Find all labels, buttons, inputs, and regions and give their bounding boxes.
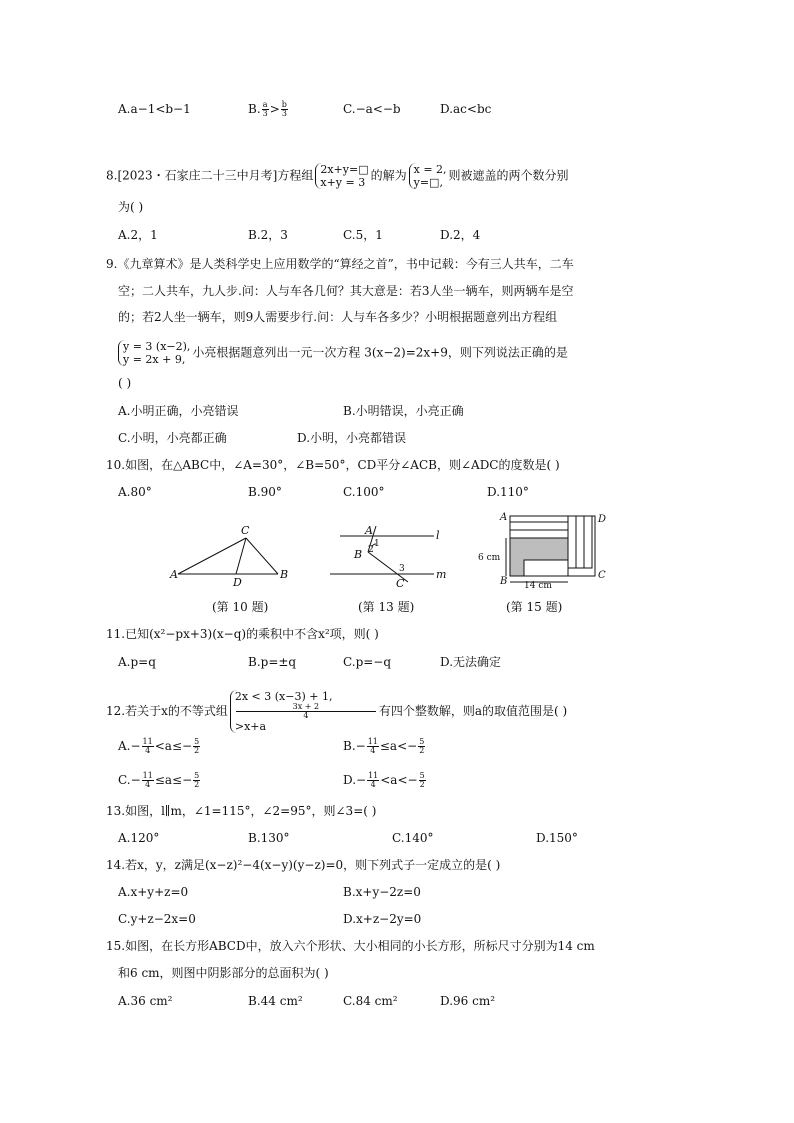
q8-option-c: C.5，1 bbox=[343, 228, 383, 242]
q15-line1: 15.如图，在长方形ABCD中，放入六个形状、大小相同的小长方形，所标尺寸分别为14 cm bbox=[106, 939, 595, 953]
fig13-label-l: l bbox=[436, 529, 440, 542]
figure-15 bbox=[478, 508, 618, 591]
fig10-label-b: B bbox=[280, 568, 289, 581]
q14-stem: 14.若x，y，z满足(x−z)²−4(x−y)(y−z)=0，则下列式子一定成立的是( ) bbox=[106, 858, 501, 872]
q8-system-1: 2x+y=□ x+y = 3 bbox=[315, 163, 368, 189]
q8-stem: 8.[2023・石家庄二十三中月考]方程组 2x+y=□ x+y = 3 的解为 x = 2, y=□, 则被遮盖的两个数分别 bbox=[106, 163, 569, 189]
fig15-small-rect-1 bbox=[510, 522, 568, 530]
q12-inequality-system: 2x < 3 (x−3) + 1, 3x + 2 4 >x+a bbox=[230, 690, 377, 733]
q13-stem: 13.如图，l∥m，∠1=115°，∠2=95°，则∠3=( ) bbox=[106, 804, 377, 818]
fig13-angle-1: 1 bbox=[374, 539, 380, 549]
fig13-label-b: B bbox=[354, 548, 363, 561]
q11-option-a: A.p=q bbox=[118, 655, 156, 669]
fig15-small-rect-2 bbox=[510, 530, 568, 538]
q8-option-d: D.2，4 bbox=[440, 228, 481, 242]
q9-line3: 的；若2人坐一辆车，则9人需要步行.问：人与车各多少？小明根据题意列出方程组 bbox=[118, 310, 558, 324]
q11-option-b: B.p=±q bbox=[248, 655, 297, 669]
q13-option-c: C.140° bbox=[392, 831, 434, 845]
q14-option-d: D.x+z−2y=0 bbox=[343, 912, 422, 926]
q8-option-a: A.2，1 bbox=[118, 228, 158, 242]
fig15-label-c: C bbox=[598, 570, 606, 581]
fig10-side-ac bbox=[178, 538, 246, 574]
q8-option-b: B.2，3 bbox=[248, 228, 288, 242]
fig13-label-c: C bbox=[396, 577, 405, 590]
fig10-side-bc bbox=[246, 538, 278, 574]
q11-option-c: C.p=−q bbox=[343, 655, 392, 669]
q9-option-b: B.小明错误，小亮正确 bbox=[343, 404, 464, 418]
q11-option-d: D.无法确定 bbox=[440, 655, 502, 669]
figure-13-caption: (第 13 题) bbox=[358, 600, 415, 614]
fig15-small-rect-4 bbox=[576, 516, 584, 568]
fig13-angle-3: 3 bbox=[399, 564, 405, 574]
fig15-small-rect-5 bbox=[584, 516, 592, 568]
q14-option-b: B.x+y−2z=0 bbox=[343, 885, 421, 899]
q12-option-d: D.− $\frac{11}{4}$ <a<− $\frac{5}{2}$ bbox=[343, 771, 425, 789]
fig10-label-c: C bbox=[241, 524, 250, 537]
q15-option-b: B.44 cm² bbox=[248, 994, 303, 1008]
q11-stem: 11.已知(x²−px+3)(x−q)的乘积中不含x²项，则( ) bbox=[106, 627, 379, 641]
fig10-segment-cd bbox=[236, 538, 246, 574]
q10-option-c: C.100° bbox=[343, 485, 385, 499]
q15-option-a: A.36 cm² bbox=[118, 994, 173, 1008]
q14-option-c: C.y+z−2x=0 bbox=[118, 912, 196, 926]
fig13-angle-2: 2 bbox=[368, 545, 374, 555]
fig15-small-rect-6 bbox=[524, 560, 568, 576]
q9-line2: 空；二人共车，九人步.问：人与车各几何？其大意是：若3人坐一辆车，则两辆车是空 bbox=[118, 284, 574, 298]
q10-stem: 10.如图，在△ABC中，∠A=30°，∠B=50°，CD平分∠ACB，则∠ADC的度数是( ) bbox=[106, 458, 560, 472]
q12-stem: 12.若关于x的不等式组 2x < 3 (x−3) + 1, 3x + 2 4 >x+a 有四个整数解，则a的取值范围是( ) bbox=[106, 690, 568, 733]
q10-option-d: D.110° bbox=[487, 485, 529, 499]
q9-option-a: A.小明正确，小亮错误 bbox=[118, 404, 239, 418]
figure-10-caption: (第 10 题) bbox=[212, 600, 269, 614]
fig13-label-a: A bbox=[365, 524, 373, 537]
figure-13 bbox=[328, 522, 450, 590]
q15-option-c: C.84 cm² bbox=[343, 994, 398, 1008]
q8-stem-line2: 为( ) bbox=[118, 200, 144, 214]
q10-option-a: A.80° bbox=[118, 485, 152, 499]
q14-option-a: A.x+y+z=0 bbox=[118, 885, 189, 899]
q7-option-d: D.ac<bc bbox=[440, 102, 492, 116]
q9-option-c: C.小明，小亮都正确 bbox=[118, 431, 227, 445]
fig15-label-d: D bbox=[598, 514, 607, 525]
q15-option-d: D.96 cm² bbox=[440, 994, 496, 1008]
figure-10 bbox=[168, 522, 298, 590]
q12-option-a: A.− $\frac{11}{4}$ <a≤− $\frac{5}{2}$ bbox=[118, 737, 200, 755]
fig10-label-a: A bbox=[170, 568, 178, 581]
q13-option-d: D.150° bbox=[536, 831, 578, 845]
fig15-small-rect-3 bbox=[568, 516, 576, 568]
q15-line2: 和6 cm，则图中阴影部分的总面积为( ) bbox=[118, 966, 329, 980]
q12-option-c: C.− $\frac{11}{4}$ ≤a≤− $\frac{5}{2}$ bbox=[118, 771, 200, 789]
fig10-label-d: D bbox=[233, 576, 242, 589]
q13-option-b: B.130° bbox=[248, 831, 290, 845]
q9-option-d: D.小明，小亮都错误 bbox=[297, 431, 407, 445]
q7-option-b: B. $\frac{a}{3}$ > $\frac{b}{3}$ bbox=[248, 100, 287, 118]
fig15-label-height: 6 cm bbox=[478, 553, 501, 563]
q10-option-b: B.90° bbox=[248, 485, 282, 499]
q9-system: y = 3 (x−2), y = 2x + 9, bbox=[118, 340, 190, 366]
fig13-label-m: m bbox=[436, 568, 447, 581]
figure-15-caption: (第 15 题) bbox=[506, 600, 563, 614]
q8-system-2: x = 2, y=□, bbox=[409, 163, 447, 189]
q7-option-c: C.−a<−b bbox=[343, 102, 401, 116]
q9-line5: ( ) bbox=[118, 376, 132, 390]
q9-line4: y = 3 (x−2), y = 2x + 9, 小亮根据题意列出一元一次方程 3(x−2)=2x+9，则下列说法正确的是 bbox=[116, 340, 568, 366]
q13-option-a: A.120° bbox=[118, 831, 160, 845]
q9-line1: 9.《九章算术》是人类科学史上应用数学的“算经之首”，书中记载：今有三人共车，二车 bbox=[106, 257, 574, 271]
q12-option-b: B.− $\frac{11}{4}$ ≤a<− $\frac{5}{2}$ bbox=[343, 737, 425, 755]
q7-option-a: A.a−1<b−1 bbox=[118, 102, 191, 116]
fig15-label-b: B bbox=[500, 576, 508, 587]
fig15-label-width: 14 cm bbox=[524, 581, 552, 591]
fig15-label-a: A bbox=[500, 512, 508, 523]
